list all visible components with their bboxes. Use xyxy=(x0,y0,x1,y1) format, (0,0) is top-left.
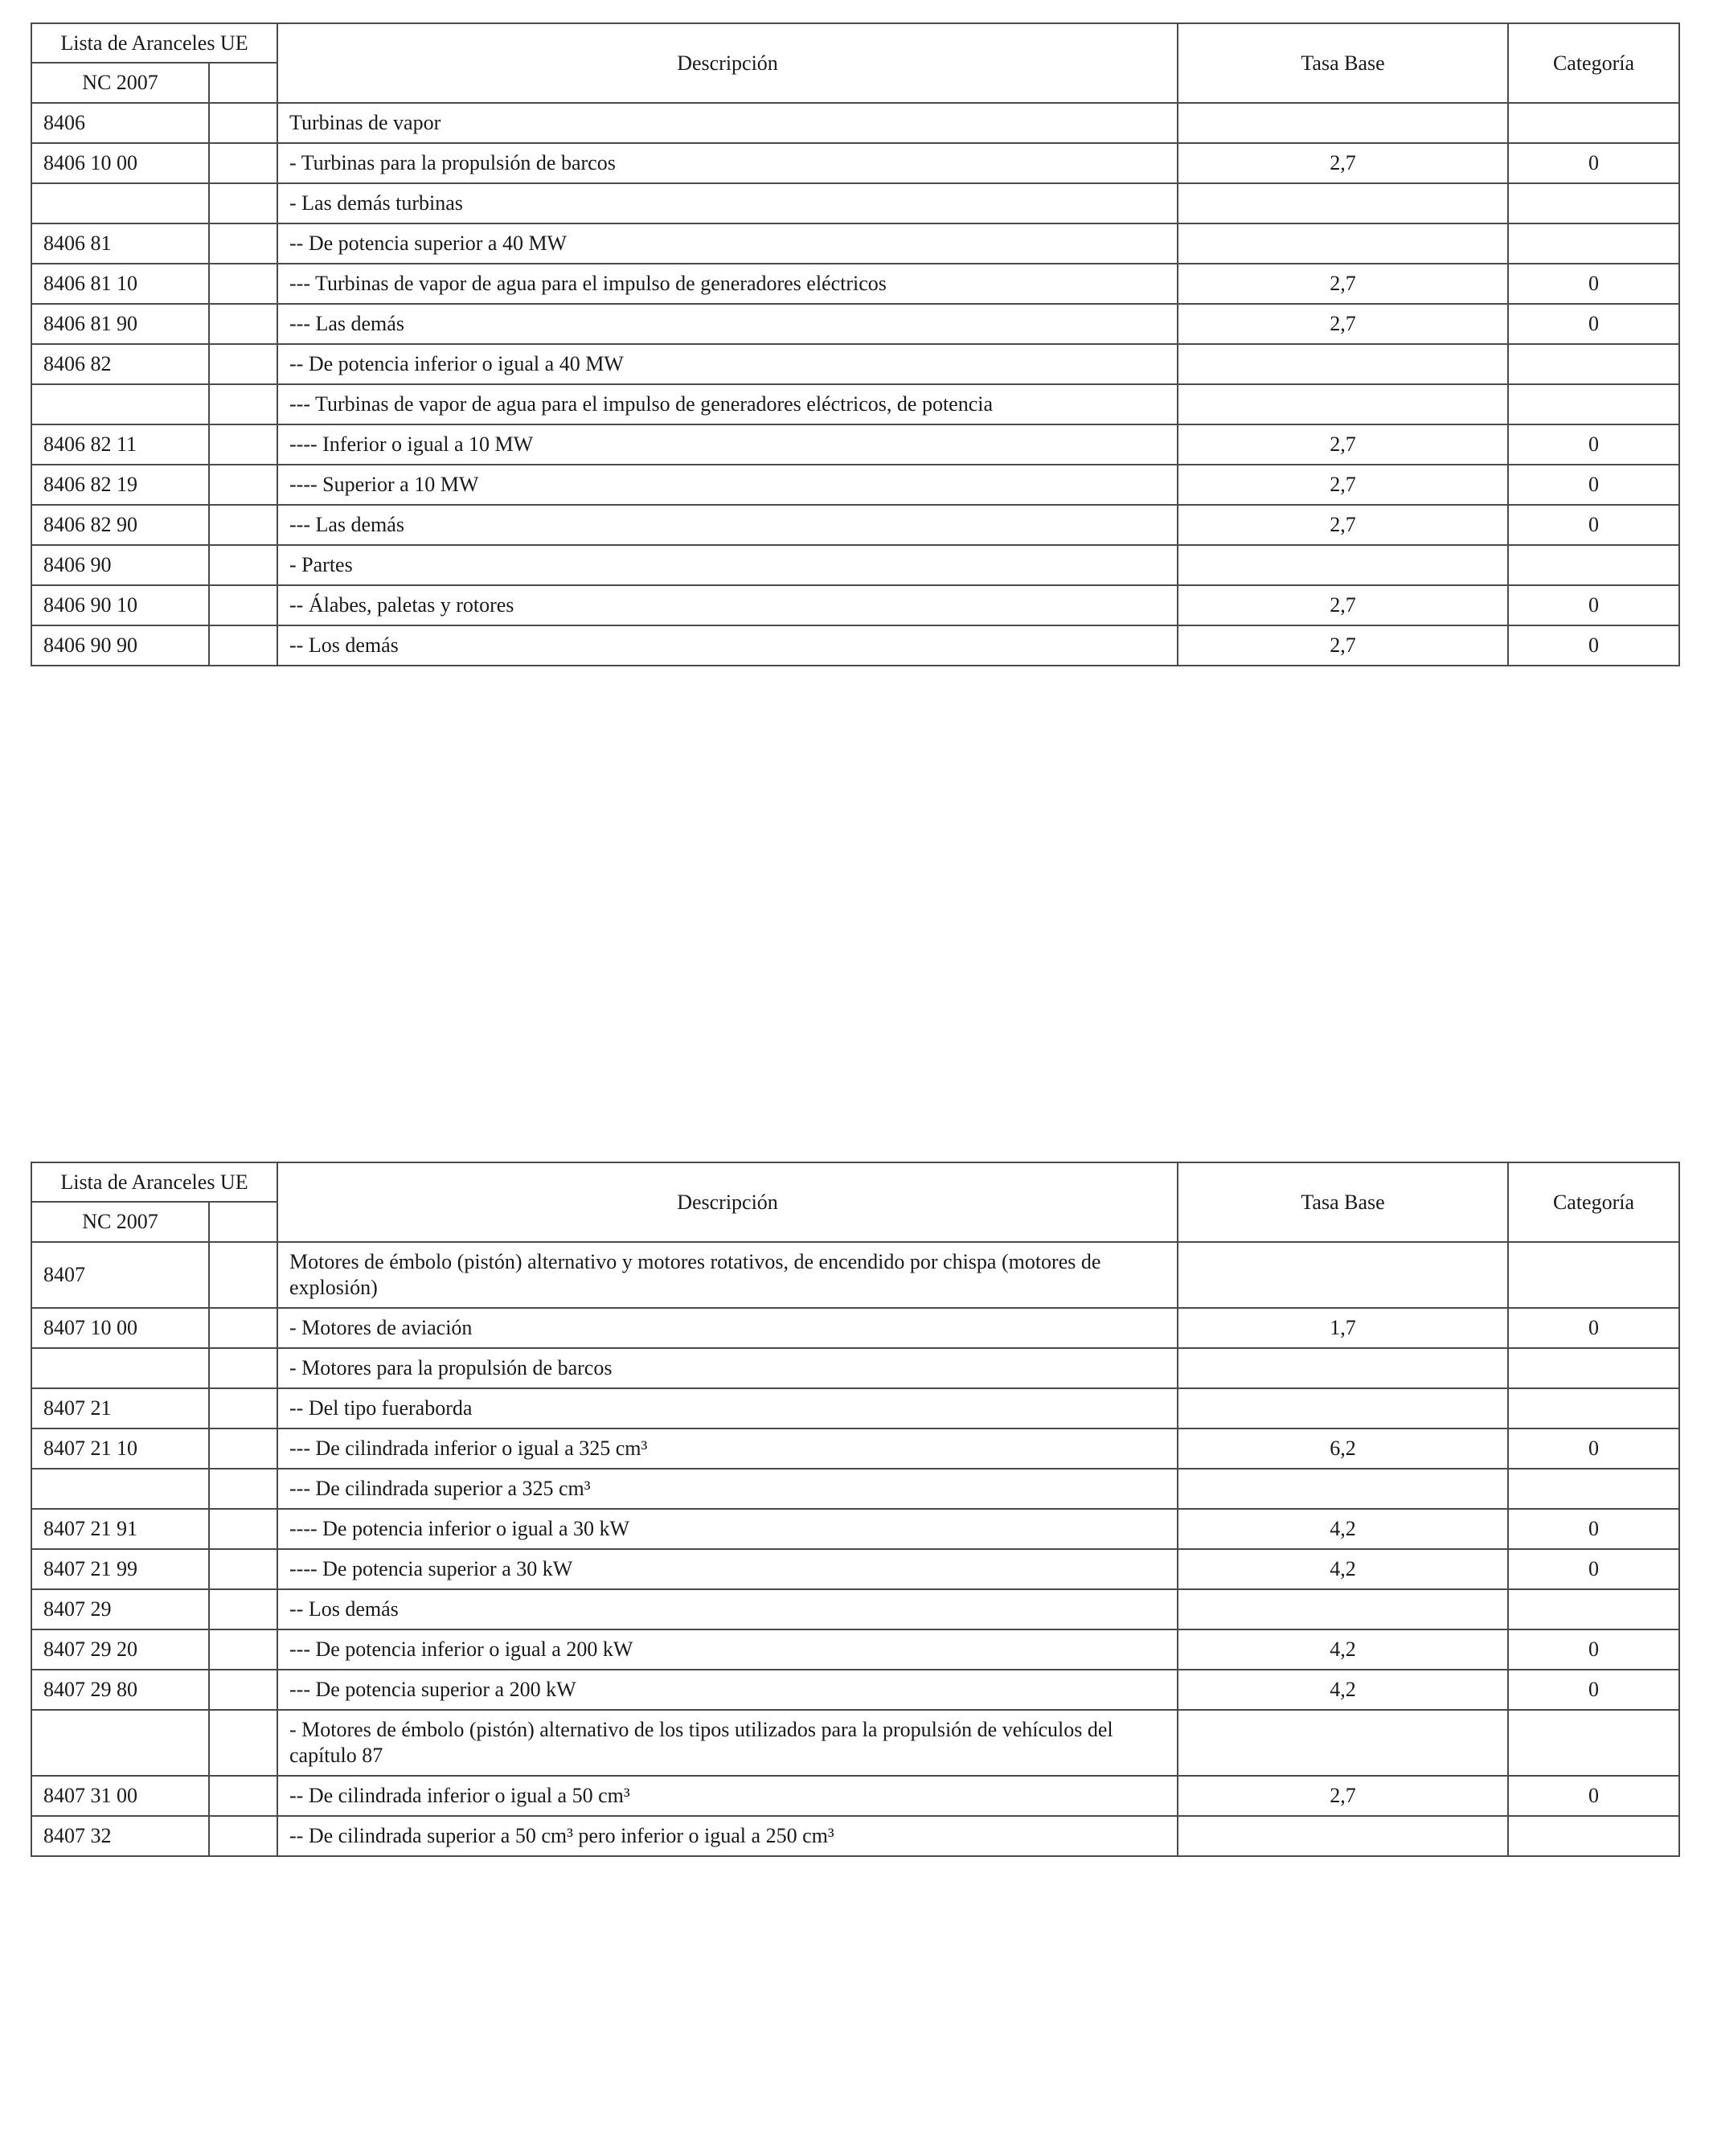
nc-code-cell: 8407 21 10 xyxy=(31,1428,209,1469)
base-rate-cell: 2,7 xyxy=(1178,264,1508,304)
base-rate-header: Tasa Base xyxy=(1178,23,1508,103)
category-cell xyxy=(1508,384,1679,424)
table-row xyxy=(31,1348,1679,1388)
table-row xyxy=(31,384,1679,424)
category-cell: 0 xyxy=(1508,264,1679,304)
description-cell: --- Turbinas de vapor de agua para el impulso de generadores eléctricos xyxy=(277,264,1178,304)
nc-code-cell xyxy=(31,1710,209,1776)
table-row xyxy=(31,143,1679,183)
description-cell: - Partes xyxy=(277,545,1178,585)
base-rate-cell xyxy=(1178,103,1508,143)
nc-code-cell: 8406 90 xyxy=(31,545,209,585)
empty-cell xyxy=(209,103,277,143)
table-body xyxy=(31,103,1679,666)
empty-cell xyxy=(209,344,277,384)
base-rate-cell xyxy=(1178,1710,1508,1776)
empty-cell xyxy=(209,424,277,465)
empty-cell xyxy=(209,1776,277,1816)
category-cell xyxy=(1508,1710,1679,1776)
description-cell: - Turbinas para la propulsión de barcos xyxy=(277,143,1178,183)
category-cell: 0 xyxy=(1508,1308,1679,1348)
nc-code-cell: 8407 21 91 xyxy=(31,1509,209,1549)
table-row xyxy=(31,545,1679,585)
category-cell: 0 xyxy=(1508,625,1679,666)
base-rate-cell: 2,7 xyxy=(1178,424,1508,465)
category-cell: 0 xyxy=(1508,1509,1679,1549)
empty-cell xyxy=(209,1670,277,1710)
base-rate-cell: 2,7 xyxy=(1178,304,1508,344)
description-cell: --- De cilindrada inferior o igual a 325 cm³ xyxy=(277,1428,1178,1469)
base-rate-cell: 4,2 xyxy=(1178,1670,1508,1710)
description-cell: Motores de émbolo (pistón) alternativo y motores rotativos, de encendido por chispa (motores de explosión) xyxy=(277,1242,1178,1308)
empty-cell xyxy=(209,1710,277,1776)
base-rate-header: Tasa Base xyxy=(1178,1162,1508,1242)
description-cell: --- De potencia superior a 200 kW xyxy=(277,1670,1178,1710)
nc-2007-header: NC 2007 xyxy=(31,1202,209,1242)
nc-code-cell: 8407 21 99 xyxy=(31,1549,209,1589)
category-cell: 0 xyxy=(1508,505,1679,545)
description-cell: --- De cilindrada superior a 325 cm³ xyxy=(277,1469,1178,1509)
table-row xyxy=(31,424,1679,465)
category-cell: 0 xyxy=(1508,1776,1679,1816)
empty-cell xyxy=(209,465,277,505)
empty-cell xyxy=(209,1428,277,1469)
base-rate-cell xyxy=(1178,344,1508,384)
tariff-table-8406 xyxy=(31,23,1680,666)
base-rate-cell: 4,2 xyxy=(1178,1549,1508,1589)
table-row xyxy=(31,304,1679,344)
table-row xyxy=(31,1589,1679,1629)
category-cell: 0 xyxy=(1508,1549,1679,1589)
table-row xyxy=(31,1710,1679,1776)
category-cell: 0 xyxy=(1508,1428,1679,1469)
nc-code-cell: 8407 29 20 xyxy=(31,1629,209,1670)
base-rate-cell xyxy=(1178,223,1508,264)
empty-cell xyxy=(209,223,277,264)
empty-cell xyxy=(209,1242,277,1308)
empty-cell xyxy=(209,1469,277,1509)
category-cell: 0 xyxy=(1508,1670,1679,1710)
nc-code-cell: 8407 10 00 xyxy=(31,1308,209,1348)
nc-code-cell: 8406 10 00 xyxy=(31,143,209,183)
empty-cell xyxy=(209,1816,277,1856)
base-rate-cell xyxy=(1178,183,1508,223)
category-cell xyxy=(1508,1816,1679,1856)
category-cell xyxy=(1508,183,1679,223)
base-rate-cell xyxy=(1178,1242,1508,1308)
description-cell: - Motores para la propulsión de barcos xyxy=(277,1348,1178,1388)
nc-code-cell: 8407 21 xyxy=(31,1388,209,1428)
category-cell xyxy=(1508,1469,1679,1509)
description-cell: -- Álabes, paletas y rotores xyxy=(277,585,1178,625)
empty-header-cell xyxy=(209,1202,277,1242)
eu-tariff-list-header: Lista de Aranceles UE xyxy=(31,23,277,63)
table-header xyxy=(31,1162,1679,1242)
base-rate-cell: 2,7 xyxy=(1178,625,1508,666)
base-rate-cell xyxy=(1178,384,1508,424)
empty-cell xyxy=(209,505,277,545)
base-rate-cell: 2,7 xyxy=(1178,1776,1508,1816)
empty-cell xyxy=(209,1388,277,1428)
nc-code-cell xyxy=(31,1469,209,1509)
base-rate-cell: 6,2 xyxy=(1178,1428,1508,1469)
table-row xyxy=(31,183,1679,223)
table-row xyxy=(31,505,1679,545)
empty-header-cell xyxy=(209,63,277,103)
table-row xyxy=(31,1388,1679,1428)
nc-code-cell: 8406 90 10 xyxy=(31,585,209,625)
table-row xyxy=(31,1308,1679,1348)
nc-code-cell: 8407 xyxy=(31,1242,209,1308)
nc-code-cell: 8407 32 xyxy=(31,1816,209,1856)
nc-code-cell: 8406 81 90 xyxy=(31,304,209,344)
nc-code-cell: 8406 81 xyxy=(31,223,209,264)
base-rate-cell: 2,7 xyxy=(1178,505,1508,545)
table-row xyxy=(31,103,1679,143)
table-row xyxy=(31,465,1679,505)
nc-code-cell: 8406 82 19 xyxy=(31,465,209,505)
category-cell: 0 xyxy=(1508,424,1679,465)
empty-cell xyxy=(209,143,277,183)
table-row xyxy=(31,1629,1679,1670)
nc-code-cell xyxy=(31,384,209,424)
nc-code-cell: 8406 81 10 xyxy=(31,264,209,304)
table-row xyxy=(31,1509,1679,1549)
description-cell: -- Del tipo fueraborda xyxy=(277,1388,1178,1428)
description-cell: - Motores de aviación xyxy=(277,1308,1178,1348)
description-cell: -- Los demás xyxy=(277,625,1178,666)
base-rate-cell xyxy=(1178,1589,1508,1629)
base-rate-cell: 2,7 xyxy=(1178,465,1508,505)
nc-code-cell xyxy=(31,1348,209,1388)
table-row xyxy=(31,264,1679,304)
table-row xyxy=(31,1776,1679,1816)
empty-cell xyxy=(209,1629,277,1670)
description-cell: -- De cilindrada superior a 50 cm³ pero inferior o igual a 250 cm³ xyxy=(277,1816,1178,1856)
table-row xyxy=(31,1469,1679,1509)
category-cell: 0 xyxy=(1508,1629,1679,1670)
nc-2007-header: NC 2007 xyxy=(31,63,209,103)
empty-cell xyxy=(209,264,277,304)
eu-tariff-list-header: Lista de Aranceles UE xyxy=(31,1162,277,1202)
category-cell xyxy=(1508,344,1679,384)
nc-code-cell: 8406 82 xyxy=(31,344,209,384)
base-rate-cell: 4,2 xyxy=(1178,1509,1508,1549)
category-header: Categoría xyxy=(1508,23,1679,103)
nc-code-cell: 8406 xyxy=(31,103,209,143)
nc-code-cell: 8407 31 00 xyxy=(31,1776,209,1816)
description-header: Descripción xyxy=(277,23,1178,103)
table-row xyxy=(31,1428,1679,1469)
empty-cell xyxy=(209,625,277,666)
table-row xyxy=(31,223,1679,264)
description-cell: Turbinas de vapor xyxy=(277,103,1178,143)
description-cell: ---- De potencia superior a 30 kW xyxy=(277,1549,1178,1589)
description-cell: ---- Superior a 10 MW xyxy=(277,465,1178,505)
category-cell xyxy=(1508,223,1679,264)
empty-cell xyxy=(209,384,277,424)
table-row xyxy=(31,625,1679,666)
base-rate-cell: 2,7 xyxy=(1178,585,1508,625)
base-rate-cell xyxy=(1178,1388,1508,1428)
base-rate-cell: 4,2 xyxy=(1178,1629,1508,1670)
empty-cell xyxy=(209,304,277,344)
empty-cell xyxy=(209,1308,277,1348)
nc-code-cell: 8406 90 90 xyxy=(31,625,209,666)
category-cell: 0 xyxy=(1508,143,1679,183)
nc-code-cell: 8406 82 90 xyxy=(31,505,209,545)
nc-code-cell xyxy=(31,183,209,223)
table-row xyxy=(31,344,1679,384)
table-header xyxy=(31,23,1679,103)
description-cell: -- De potencia superior a 40 MW xyxy=(277,223,1178,264)
description-cell: - Las demás turbinas xyxy=(277,183,1178,223)
description-cell: ---- De potencia inferior o igual a 30 kW xyxy=(277,1509,1178,1549)
description-cell: --- Turbinas de vapor de agua para el impulso de generadores eléctricos, de potencia xyxy=(277,384,1178,424)
table-row xyxy=(31,1242,1679,1308)
empty-cell xyxy=(209,585,277,625)
empty-cell xyxy=(209,1549,277,1589)
description-cell: ---- Inferior o igual a 10 MW xyxy=(277,424,1178,465)
empty-cell xyxy=(209,545,277,585)
nc-code-cell: 8407 29 80 xyxy=(31,1670,209,1710)
empty-cell xyxy=(209,1589,277,1629)
base-rate-cell xyxy=(1178,1816,1508,1856)
description-cell: -- De potencia inferior o igual a 40 MW xyxy=(277,344,1178,384)
nc-code-cell: 8407 29 xyxy=(31,1589,209,1629)
base-rate-cell: 2,7 xyxy=(1178,143,1508,183)
category-cell: 0 xyxy=(1508,304,1679,344)
description-cell: --- De potencia inferior o igual a 200 kW xyxy=(277,1629,1178,1670)
tariff-table-8407 xyxy=(31,1162,1680,1857)
base-rate-cell xyxy=(1178,1348,1508,1388)
empty-cell xyxy=(209,1509,277,1549)
category-header: Categoría xyxy=(1508,1162,1679,1242)
base-rate-cell xyxy=(1178,1469,1508,1509)
category-cell xyxy=(1508,1589,1679,1629)
category-cell: 0 xyxy=(1508,465,1679,505)
description-cell: -- De cilindrada inferior o igual a 50 cm³ xyxy=(277,1776,1178,1816)
base-rate-cell: 1,7 xyxy=(1178,1308,1508,1348)
category-cell xyxy=(1508,1348,1679,1388)
category-cell xyxy=(1508,1242,1679,1308)
empty-cell xyxy=(209,1348,277,1388)
table-row xyxy=(31,1670,1679,1710)
base-rate-cell xyxy=(1178,545,1508,585)
description-cell: --- Las demás xyxy=(277,304,1178,344)
category-cell xyxy=(1508,103,1679,143)
table-row xyxy=(31,1816,1679,1856)
category-cell: 0 xyxy=(1508,585,1679,625)
description-header: Descripción xyxy=(277,1162,1178,1242)
empty-cell xyxy=(209,183,277,223)
description-cell: - Motores de émbolo (pistón) alternativo de los tipos utilizados para la propulsión de vehículos del capítulo 87 xyxy=(277,1710,1178,1776)
table-body xyxy=(31,1242,1679,1856)
description-cell: --- Las demás xyxy=(277,505,1178,545)
nc-code-cell: 8406 82 11 xyxy=(31,424,209,465)
table-row xyxy=(31,585,1679,625)
category-cell xyxy=(1508,1388,1679,1428)
table-row xyxy=(31,1549,1679,1589)
category-cell xyxy=(1508,545,1679,585)
description-cell: -- Los demás xyxy=(277,1589,1178,1629)
